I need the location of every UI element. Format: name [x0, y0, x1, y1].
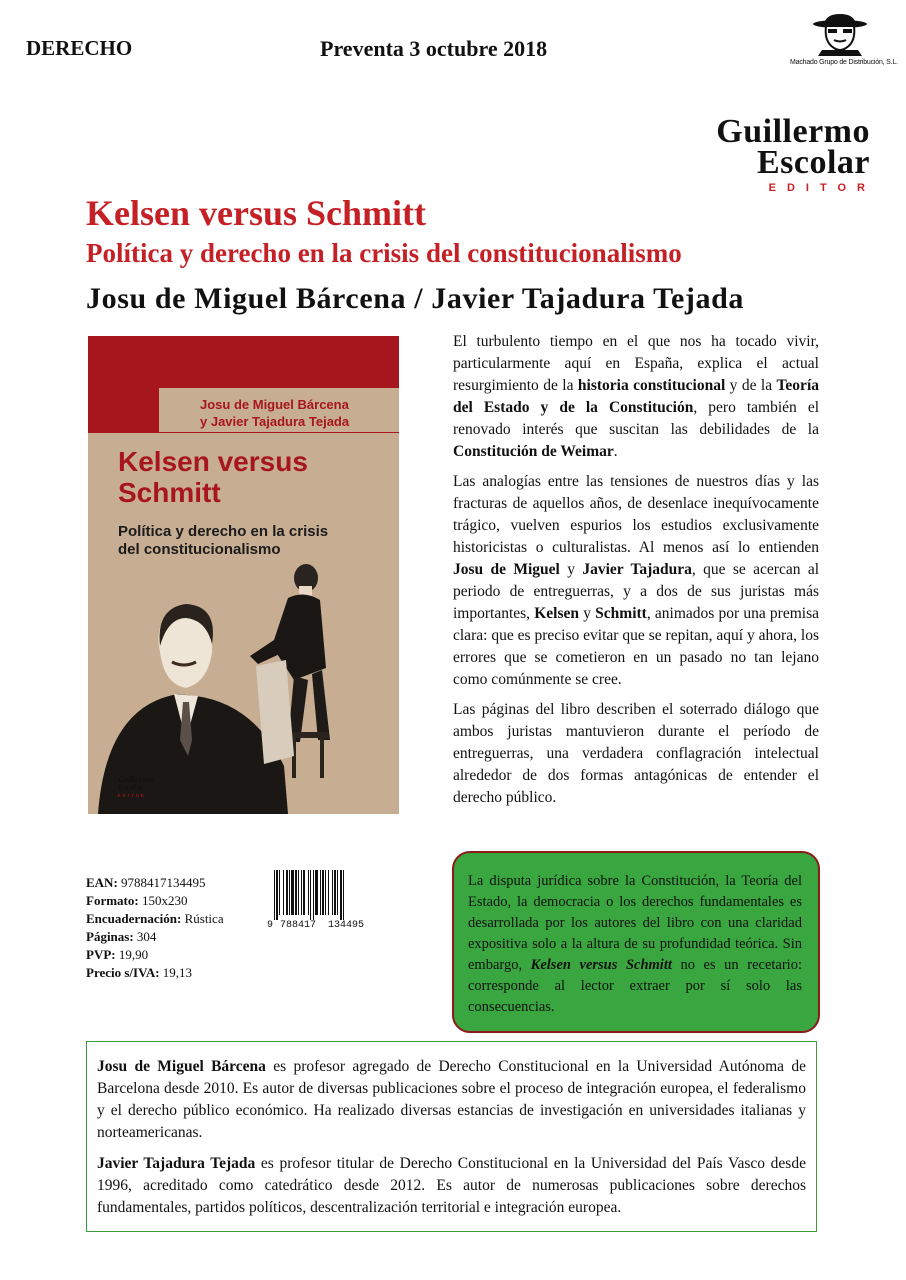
cover-title-line1: Kelsen versus: [118, 446, 308, 477]
text-run: y de la: [725, 377, 777, 394]
publisher-logo-line3: EDITOR: [768, 181, 876, 194]
publisher-logo-line2: Escolar: [756, 144, 870, 182]
barcode-bar: [279, 870, 280, 915]
barcode-bar: [283, 870, 284, 915]
text-run: La disputa jurídica sobre la Constitución, la Teoría del Estado, la democracia o los derechos fundamentales es desarrollada por los autores del libro con una claridad expositiva solo a la altura de su profundidad teórica. Sin embargo,: [468, 873, 802, 973]
cover-subtitle-line2: del constitucionalismo: [118, 541, 281, 558]
cover-subtitle: [118, 523, 328, 559]
barcode-bar: [301, 870, 302, 915]
spec-pages: [86, 928, 224, 946]
barcode-bar: [337, 870, 338, 915]
barcode-bar: [322, 870, 324, 915]
spec-format: [86, 892, 224, 910]
book-title: Kelsen versus Schmitt: [86, 193, 426, 233]
cover-authors: [200, 396, 399, 430]
spec-label: PVP:: [86, 947, 116, 962]
spec-value: 150x230: [141, 893, 188, 908]
cover-title: [118, 446, 308, 508]
spec-label: Formato:: [86, 893, 139, 908]
barcode: [266, 868, 382, 930]
barcode-bar: [343, 870, 344, 920]
description-paragraph-2: [453, 471, 819, 691]
barcode-bar: [334, 870, 336, 915]
section-label: DERECHO: [26, 36, 133, 60]
distributor-caption: Machado Grupo de Distribución, S.L.: [790, 59, 898, 66]
barcode-bar: [295, 870, 297, 915]
text-run: , pero también el renovado interés que suscitan las debilidades de la: [453, 399, 820, 438]
barcode-bar: [310, 870, 311, 920]
barcode-bar: [313, 870, 314, 920]
cover-logo-line3: EDITOR: [118, 793, 146, 798]
spec-value: 304: [136, 929, 157, 944]
spec-label: Páginas:: [86, 929, 134, 944]
text-run: y: [559, 561, 583, 578]
barcode-bar: [320, 870, 321, 915]
barcode-bar: [286, 870, 288, 915]
author-bios: [86, 1041, 817, 1232]
spec-label: Precio s/IVA:: [86, 965, 160, 980]
spec-label: Encuadernación:: [86, 911, 182, 926]
text-run: El turbulento tiempo en el que nos ha tocado vivir, particularmente aquí en España, explica el actual resurgimiento de la: [453, 333, 819, 394]
spec-price: [86, 964, 224, 982]
text-run: , que se acercan al periodo de entreguerras, y a dos de sus juristas más importantes,: [453, 561, 819, 622]
barcode-bar: [274, 870, 275, 920]
spec-value: 9788417134495: [121, 875, 206, 890]
text-run: .: [613, 443, 618, 460]
bio-text: es profesor agregado de Derecho Constitucional en la Universidad Autónoma de Barcelona desde 2010. Es autor de diversas publicaciones sobre el proceso de integración europea, el federalismo y el derecho público económico. Ha realizado diversas estancias de investigación en universidades italianas y norteamericanas.: [97, 1058, 806, 1141]
book-authors: Josu de Miguel Bárcena / Javier Tajadura Tejada: [86, 282, 744, 315]
publisher-logo: [700, 113, 876, 194]
barcode-bar: [291, 870, 294, 915]
book-subtitle: Política y derecho en la crisis del constitucionalismo: [86, 238, 682, 268]
bold-run: Javier Tajadura: [582, 561, 692, 578]
bio-name: Josu de Miguel Bárcena: [97, 1058, 266, 1075]
spec-pvp: [86, 946, 224, 964]
bio-2: [97, 1153, 806, 1219]
barcode-bar: [276, 870, 278, 920]
book-specs: [86, 874, 224, 982]
distributor-logo: [790, 12, 898, 66]
barcode-bars: [274, 870, 344, 920]
barcode-digit-1: 9: [267, 920, 274, 930]
bold-run: historia constitucional: [577, 377, 726, 394]
spec-label: EAN:: [86, 875, 118, 890]
spec-binding: [86, 910, 224, 928]
text-run: no es un recetario: corresponde al lector extraer por sí solo las consecuencias.: [468, 957, 802, 1015]
cover-author-1: Josu de Miguel Bárcena: [200, 397, 349, 412]
spec-value: 19,13: [162, 965, 193, 980]
cover-publisher-logo: [118, 776, 153, 800]
barcode-bar: [340, 870, 342, 920]
publisher-logo-line1: Guillermo: [716, 113, 870, 150]
book-cover: [88, 336, 399, 814]
barcode-bar: [308, 870, 309, 915]
barcode-bar: [325, 870, 326, 915]
bold-run: Teoría del Estado y de la Constitución: [453, 377, 819, 416]
barcode-bar: [328, 870, 329, 915]
barcode-bar: [303, 870, 305, 915]
spec-value: Rústica: [184, 911, 224, 926]
bold-run: Kelsen: [534, 605, 580, 622]
barcode-bar: [315, 870, 318, 915]
presale-date: Preventa 3 octubre 2018: [320, 36, 548, 61]
book-description: [453, 331, 819, 817]
bold-run: Josu de Miguel: [453, 561, 560, 578]
barcode-group-1: 788417: [280, 920, 317, 930]
text-run: Las analogías entre las tensiones de nuestros días y las fracturas de aquellos años, de desenlace inequívocamente trágico, vuelven espurios los estudios exclusivamente historicistas o culturalistas. Al menos así lo entienden: [453, 473, 819, 556]
bio-text: es profesor titular de Derecho Constitucional en la Universidad del País Vasco desde 1996, acreditado como catedrático desde 2012. Es autor de numerosas publicaciones sobre derechos fundamentales, partidos políticos, descentralización territorial e integración europea.: [97, 1155, 806, 1216]
italic-title: Kelsen versus Schmitt: [530, 957, 672, 973]
text-run: y: [579, 605, 596, 622]
barcode-bar: [332, 870, 333, 915]
hat-man-icon: [808, 12, 872, 56]
bold-run: Schmitt: [595, 605, 647, 622]
bio-name: Javier Tajadura Tejada: [97, 1155, 256, 1172]
cover-subtitle-line1: Política y derecho en la crisis: [118, 523, 329, 540]
highlight-callout: [452, 851, 820, 1033]
barcode-bar: [298, 870, 299, 915]
bio-1: [97, 1056, 806, 1144]
barcode-bar: [289, 870, 290, 915]
cover-logo-line2: Escolar: [118, 783, 144, 792]
cover-title-line2: Schmitt: [118, 477, 221, 508]
bold-run: Constitución de Weimar: [453, 443, 614, 460]
description-paragraph-3: Las páginas del libro describen el soterrado diálogo que ambos juristas mantuvieron durante el período de entreguerras, una verdadera conflagración intelectual alrededor de dos formas antagónicas de entender el derecho público.: [453, 701, 819, 806]
barcode-group-2: 134495: [328, 920, 365, 930]
spec-value: 19,90: [118, 947, 149, 962]
cover-logo-line1: Guillermo: [118, 775, 154, 784]
cover-author-2: y Javier Tajadura Tejada: [200, 414, 350, 429]
description-paragraph-1: [453, 331, 819, 463]
text-run: , animados por una premisa clara: que es preciso evitar que se repitan, aquí y ahora, los errores que se cometieron en un pasado no tan lejano como comúnmente se cree.: [453, 605, 819, 688]
spec-ean: [86, 874, 224, 892]
